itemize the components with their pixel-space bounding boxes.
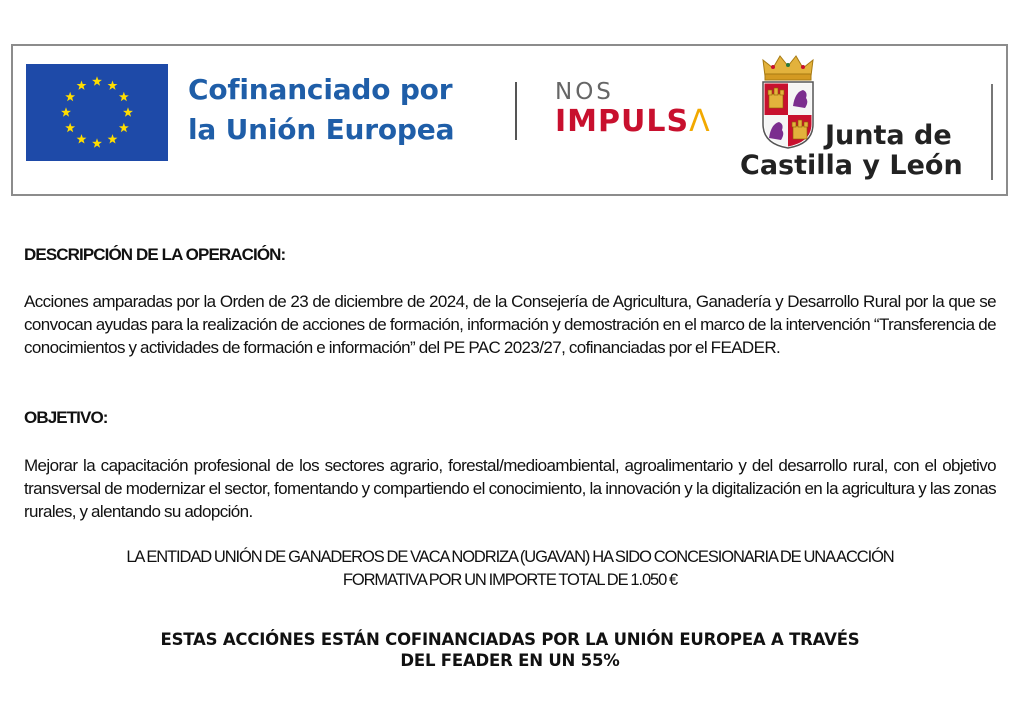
entidad-statement [24, 546, 996, 592]
logo-divider [515, 82, 517, 140]
nos-label: NOS [555, 79, 614, 105]
eu-star-icon [119, 92, 129, 101]
eu-flag-icon [26, 64, 168, 161]
cofinanciacion-line-2: DEL FEADER EN UN 55% [400, 651, 620, 670]
banner-end-divider [991, 84, 993, 180]
entidad-line-1: LA ENTIDAD UNIÓN DE GANADEROS DE VACA NODRIZA (UGAVAN) HA SIDO CONCESIONARIA DE UNA ACCIÓN [126, 548, 894, 566]
eu-cofinancing-label [188, 70, 454, 150]
logo-banner [11, 44, 1008, 196]
eu-star-icon [108, 80, 118, 89]
impulsa-logo [555, 104, 711, 139]
entidad-line-2: FORMATIVA POR UN IMPORTE TOTAL DE 1.050 € [342, 571, 678, 589]
eu-label-line-1: Cofinanciado por [188, 73, 453, 106]
junta-label-line-1: Junta de [825, 120, 952, 151]
descripcion-text: Acciones amparadas por la Orden de 23 de diciembre de 2024, de la Consejería de Agricultura, Ganadería y Desarrollo Rural por la que se convocan ayudas para la realización de acciones de formación, información y demostración en el marco de la intervención “Transferencia de conocimientos y actividades de formación e información” del PE PAC 2023/27, cofinanciadas por el FEADER. [24, 292, 996, 357]
cofinanciacion-statement [24, 629, 996, 671]
cofinanciacion-line-1: ESTAS ACCIÓNES ESTÁN COFINANCIADAS POR LA UNIÓN EUROPEA A TRAVÉS [160, 630, 860, 649]
junta-label-line-2: Castilla y León [740, 150, 963, 181]
impulsa-accent: Λ [689, 104, 711, 139]
castilla-leon-crest-icon [757, 54, 819, 150]
eu-star-icon [92, 138, 102, 147]
eu-star-icon [108, 134, 118, 143]
objetivo-text: Mejorar la capacitación profesional de los sectores agrario, forestal/medioambiental, agroalimentario y del desarrollo rural, con el objetivo transversal de modernizar el sector, fomentando y compartiendo el conocimiento, la innovación y la digitalización en la agricultura y las zonas rurales, y alentando su adopción. [24, 456, 996, 521]
eu-star-icon [77, 134, 87, 143]
eu-star-icon [65, 123, 75, 132]
eu-star-icon [77, 80, 87, 89]
eu-label-line-2: la Unión Europea [188, 113, 455, 146]
objetivo-heading: OBJETIVO: [24, 408, 108, 427]
eu-star-icon [65, 92, 75, 101]
eu-star-icon [92, 76, 102, 85]
impulsa-wordmark: IMPULS [555, 104, 690, 139]
eu-star-icon [119, 123, 129, 132]
descripcion-heading: DESCRIPCIÓN DE LA OPERACIÓN: [24, 245, 286, 264]
eu-star-icon [123, 107, 133, 116]
eu-star-icon [61, 107, 71, 116]
